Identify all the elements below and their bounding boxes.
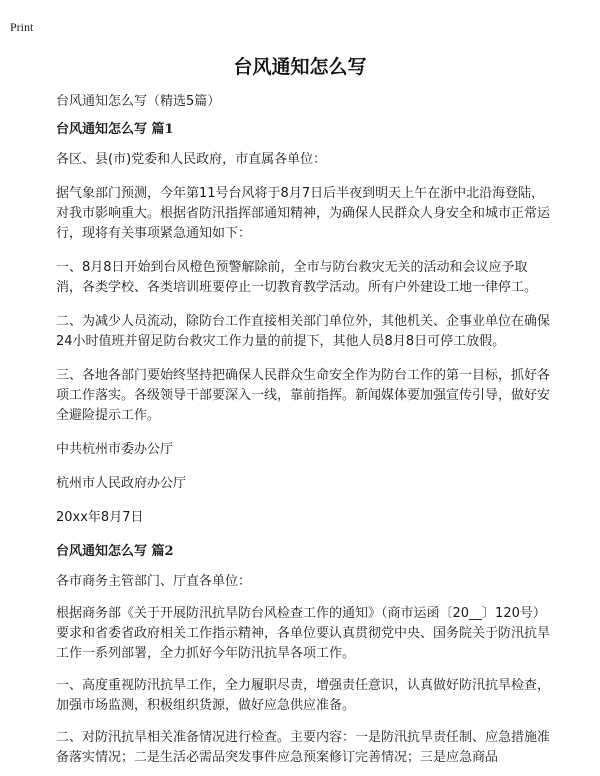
section-2-salutation: 各市商务主管部门、厅直各单位：	[56, 574, 252, 589]
section-1-paragraph-4: 三、各地各部门要始终坚持把确保人民群众生命安全作为防台工作的第一目标，抓好各项工作落实。各级领导干部要深入一线，靠前指挥。新闻媒体要加强宣传引导，做好安全避险提示工作。	[56, 368, 551, 423]
document-body	[56, 92, 550, 768]
section-2-paragraph-1: 根据商务部《关于开展防汛抗旱防台风检查工作的通知》（商市运函〔20__〕120号）要求和省委省政府相关工作指示精神，各单位要认真贯彻党中央、国务院关于防汛抗旱工作一系列部署，全力抓好今年防汛抗旱各项工作。	[56, 606, 551, 661]
print-link[interactable]: Print	[10, 20, 34, 34]
page-title: 台风通知怎么写	[233, 56, 367, 78]
section-1-date: 20xx年8月7日	[56, 510, 144, 525]
section-2-paragraph-2: 一、高度重视防汛抗旱工作，全力履职尽责，增强责任意识，认真做好防汛抗旱检查，加强市场监测，积极组织货源，做好应急供应准备。	[56, 678, 551, 713]
document-subtitle: 台风通知怎么写（精选5篇）	[56, 94, 221, 109]
section-2-heading: 台风通知怎么写 篇2	[56, 544, 174, 559]
section-1-signature-2: 杭州市人民政府办公厅	[56, 476, 187, 491]
section-1-signature-1: 中共杭州市委办公厅	[56, 442, 174, 457]
section-1-paragraph-1: 据气象部门预测，今年第11号台风将于8月7日后半夜到明天上午在浙中北沿海登陆，对我市影响重大。根据省防汛指挥部通知精神，为确保人民群众人身安全和城市正常运行，现将有关事项紧急通知如下：	[56, 186, 551, 241]
section-1-paragraph-2: 一、8月8日开始到台风橙色预警解除前，全市与防台救灾无关的活动和会议应予取消，各类学校、各类培训班要停止一切教育教学活动。所有户外建设工地一律停工。	[56, 260, 538, 295]
section-2-paragraph-3: 二、对防汛抗旱相关准备情况进行检查。主要内容：一是防汛抗旱责任制、应急措施准备落实情况；二是生活必需品突发事件应急预案修订完善情况；三是应急商品	[56, 730, 551, 765]
section-1-heading: 台风通知怎么写 篇1	[56, 122, 174, 137]
section-1-paragraph-3: 二、为减少人员流动，除防台工作直接相关部门单位外，其他机关、企事业单位在确保24小时值班并留足防台救灾工作力量的前提下，其他人员8月8日可停工放假。	[56, 314, 551, 349]
section-1-salutation: 各区、县(市)党委和人民政府，市直属各单位：	[56, 152, 327, 167]
